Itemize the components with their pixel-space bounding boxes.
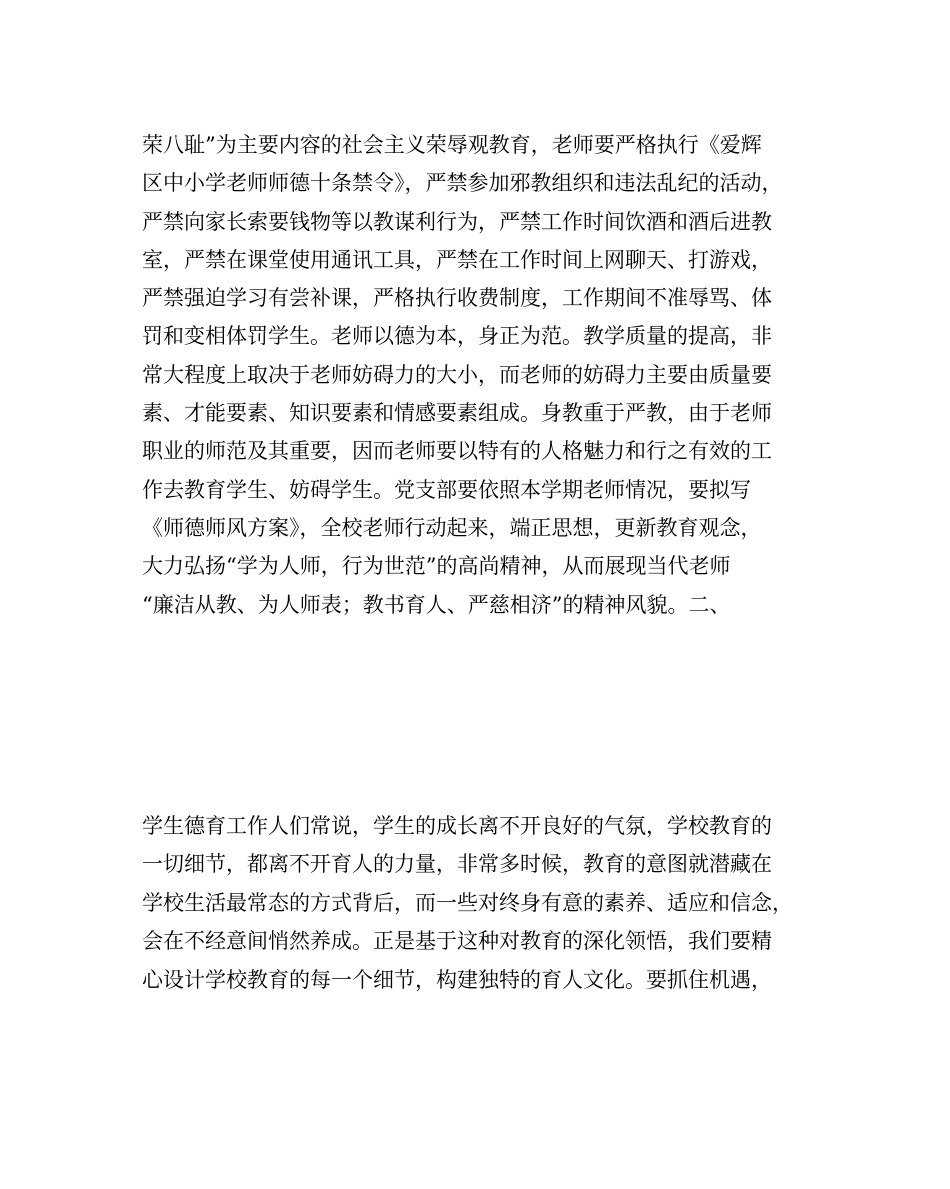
text-line: 职业的师范及其重要，因而老师要以特有的人格魅力和行之有效的工 xyxy=(142,439,772,464)
text-line: 大力弘扬“学为人师，行为世范”的高尚精神，从而展现当代老师 xyxy=(142,554,731,579)
text-line: 常大程度上取决于老师妨碍力的大小，而老师的妨碍力主要由质量要 xyxy=(142,362,772,387)
text-line: 罚和变相体罚学生。老师以德为本，身正为范。教学质量的提高，非 xyxy=(142,324,772,349)
paragraph-student-moral-education xyxy=(142,807,822,999)
text-line: 区中小学老师师德十条禁令》，严禁参加邪教组织和违法乱纪的活动， xyxy=(142,171,783,196)
text-line: 会在不经意间悄然养成。正是基于这种对教育的深化领悟，我们要精 xyxy=(142,929,772,954)
text-line: 严禁向家长索要钱物等以教谋利行为，严禁工作时间饮酒和酒后进教 xyxy=(142,209,772,234)
text-line: “廉洁从教、为人师表；教书育人、严慈相济”的精神风貌。二、 xyxy=(142,592,731,617)
paragraph-teacher-ethics xyxy=(142,126,822,624)
text-line: 作去教育学生、妨碍学生。党支部要依照本学期老师情况，要拟写 xyxy=(142,477,751,502)
text-line: 心设计学校教育的每一个细节，构建独特的育人文化。要抓住机遇， xyxy=(142,967,772,992)
text-line: 荣八耻”为主要内容的社会主义荣辱观教育，老师要严格执行《爱辉 xyxy=(142,133,762,157)
text-line: 一切细节，都离不开育人的力量，非常多时候，教育的意图就潜藏在 xyxy=(142,852,772,877)
text-line: 《师德师风方案》，全校老师行动起来，端正思想，更新教育观念， xyxy=(142,515,762,540)
text-line: 学生德育工作人们常说，学生的成长离不开良好的气氛，学校教育的 xyxy=(142,814,772,838)
text-line: 室，严禁在课堂使用通讯工具，严禁在工作时间上网聊天、打游戏， xyxy=(142,247,772,272)
text-line: 素、才能要素、知识要素和情感要素组成。身教重于严教，由于老师 xyxy=(142,401,772,426)
text-line: 严禁强迫学习有尝补课，严格执行收费制度，工作期间不准辱骂、体 xyxy=(142,286,772,311)
text-line: 学校生活最常态的方式背后，而一些对终身有意的素养、适应和信念， xyxy=(142,890,793,915)
